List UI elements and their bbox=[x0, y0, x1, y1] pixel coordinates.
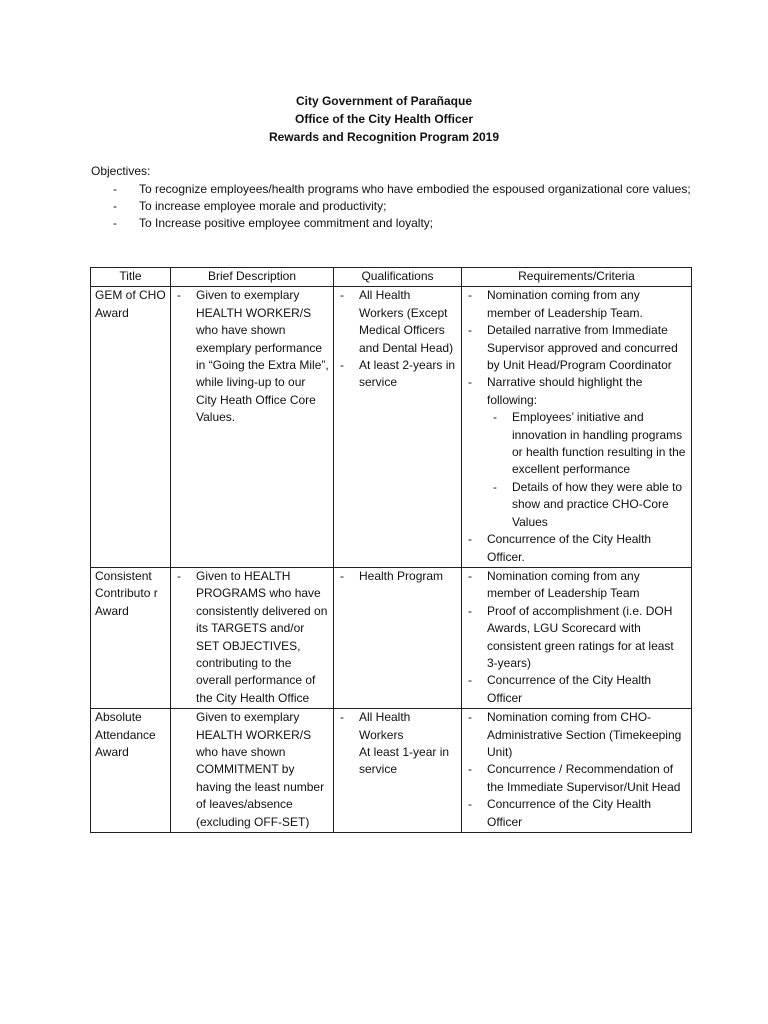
award-requirements bbox=[462, 709, 692, 833]
document-header bbox=[0, 93, 768, 146]
award-requirements bbox=[462, 567, 692, 708]
awards-table bbox=[90, 267, 692, 833]
requirement-item: - Nomination coming from any member of Leadership Team bbox=[466, 568, 687, 603]
award-qualifications bbox=[334, 287, 462, 568]
requirement-item: - Concurrence of the City Health Officer. bbox=[466, 531, 687, 566]
requirement-text: Narrative should highlight the following: bbox=[487, 375, 643, 407]
header-city-government: City Government of Parañaque bbox=[295, 94, 473, 108]
qualification-item: - All Health Workers (Except Medical Officers and Dental Head) bbox=[338, 287, 457, 357]
header-title: Title bbox=[91, 268, 171, 287]
award-requirements bbox=[462, 287, 692, 568]
objective-item: - To Increase positive employee commitment and loyalty; bbox=[91, 215, 691, 232]
objective-item: - To increase employee morale and productivity; bbox=[91, 198, 691, 215]
table-header-row bbox=[91, 268, 692, 287]
header-requirements: Requirements/Criteria bbox=[462, 268, 692, 287]
award-title: Absolute Attendance Award bbox=[91, 709, 171, 833]
objectives-section bbox=[91, 163, 691, 233]
header-office: Office of the City Health Officer bbox=[294, 111, 474, 126]
qualification-item: - At least 2-years in service bbox=[338, 357, 457, 392]
award-description bbox=[171, 709, 334, 833]
objectives-title: Objectives: bbox=[91, 164, 151, 178]
requirement-item: - Concurrence of the City Health Officer bbox=[466, 796, 687, 831]
requirement-item: - Nomination coming from CHO-Administrative Section (Timekeeping Unit) bbox=[466, 709, 687, 761]
description-text: - Given to HEALTH PROGRAMS who have consistently delivered on its TARGETS and/or SET OBJECTIVES, contributing to the overall performance of the City Health Office bbox=[175, 568, 329, 707]
award-title: Consistent Contributo r Award bbox=[91, 567, 171, 708]
header-program-title: Rewards and Recognition Program 2019 bbox=[268, 129, 500, 144]
table-row bbox=[91, 287, 692, 568]
requirement-item: - Proof of accomplishment (i.e. DOH Awards, LGU Scorecard with consistent green ratings for at least 3-years) bbox=[466, 603, 687, 673]
description-text: - Given to exemplary HEALTH WORKER/S who have shown exemplary performance in “Going the Extra Mile”, while living-up to our City Heath Office Core Values. bbox=[175, 287, 329, 426]
sub-requirement-item: - Employees’ initiative and innovation in handling programs or health function resulting in the excellent performance bbox=[487, 409, 687, 479]
table-row bbox=[91, 567, 692, 708]
qualification-item: - Health Program bbox=[338, 568, 457, 585]
requirement-item bbox=[466, 374, 687, 531]
award-description bbox=[171, 567, 334, 708]
description-text: Given to exemplary HEALTH WORKER/S who have shown COMMITMENT by having the least number of leaves/absence (excluding OFF-SET) bbox=[196, 710, 325, 829]
header-qualifications: Qualifications bbox=[334, 268, 462, 287]
award-qualifications bbox=[334, 709, 462, 833]
award-title: GEM of CHO Award bbox=[91, 287, 171, 568]
requirement-item: - Detailed narrative from Immediate Supervisor approved and concurred by Unit Head/Program Coordinator bbox=[466, 322, 687, 374]
award-description bbox=[171, 287, 334, 568]
sub-requirement-item: - Details of how they were able to show and practice CHO-Core Values bbox=[487, 479, 687, 531]
objectives-list bbox=[91, 181, 691, 233]
table-row bbox=[91, 709, 692, 833]
requirement-item: - Concurrence / Recommendation of the Immediate Supervisor/Unit Head bbox=[466, 761, 687, 796]
objective-item: - To recognize employees/health programs who have embodied the espoused organizational core values; bbox=[91, 181, 691, 198]
qualification-item: - All Health Workers bbox=[338, 709, 457, 744]
requirement-item: - Nomination coming from any member of Leadership Team. bbox=[466, 287, 687, 322]
header-brief-description: Brief Description bbox=[171, 268, 334, 287]
qualification-item: At least 1-year in service bbox=[359, 744, 450, 777]
requirement-item: - Concurrence of the City Health Officer bbox=[466, 672, 687, 707]
award-qualifications bbox=[334, 567, 462, 708]
